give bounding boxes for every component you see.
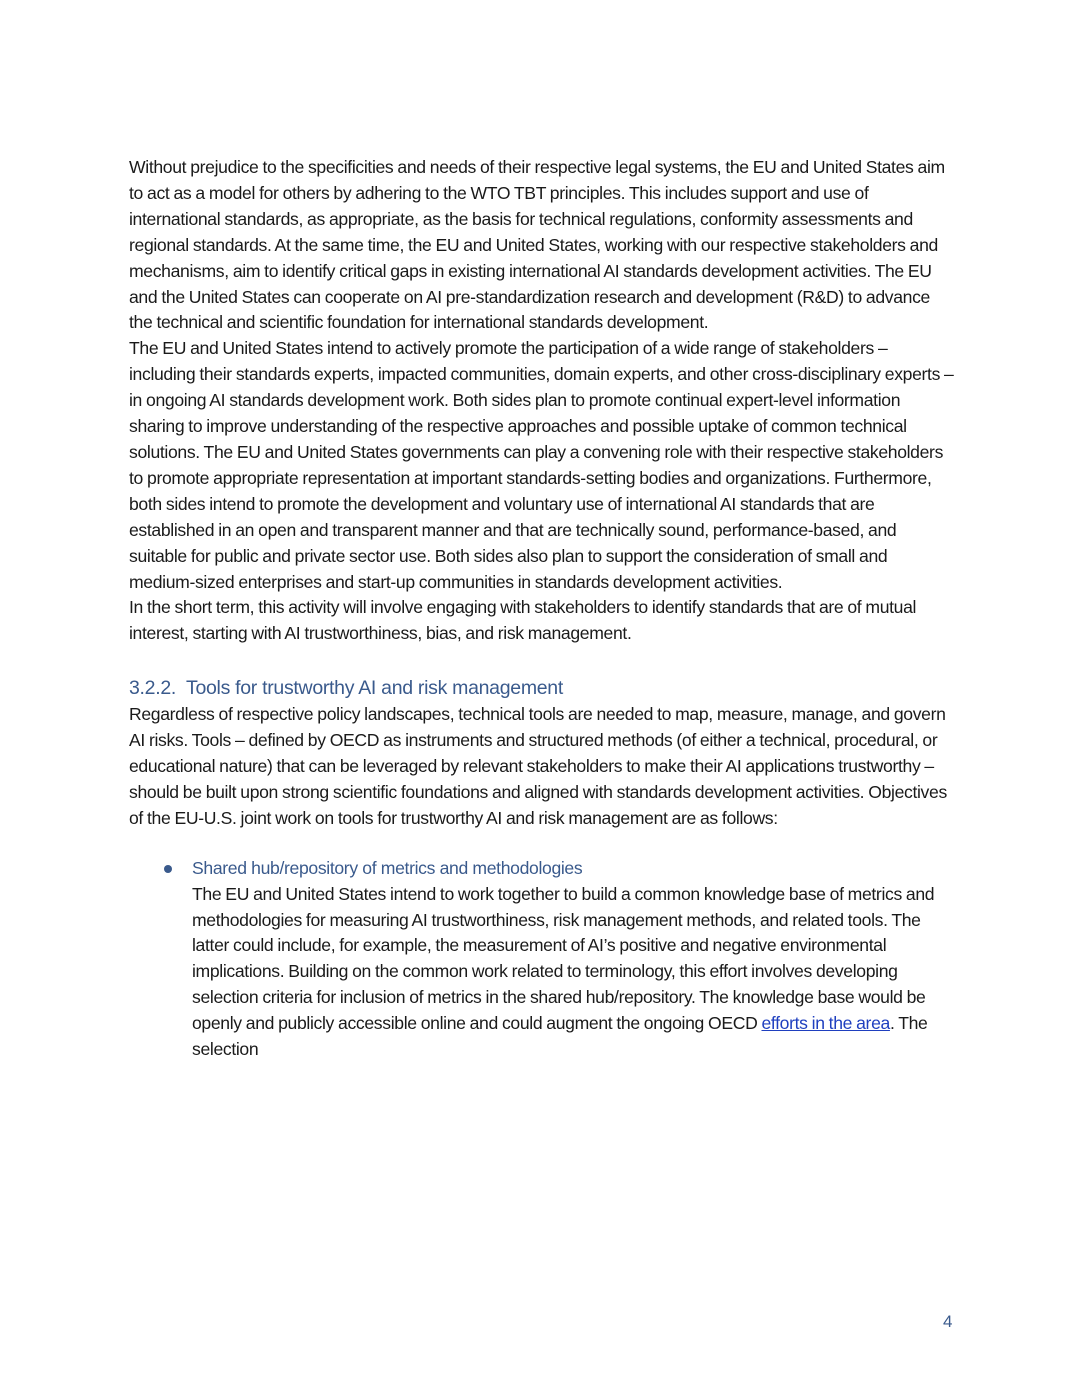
section-heading (129, 674, 955, 702)
bullet-body (192, 882, 955, 1063)
objectives-list (129, 856, 955, 1063)
list-item (192, 856, 955, 1063)
section-intro-paragraph: Regardless of respective policy landscapes, technical tools are needed to map, measure, manage, and govern AI risks. Tools – defined by OECD as instruments and structured methods (of either a technical, procedural, or educational nature) that can be leveraged by relevant stakeholders to make their AI applications trustworthy – should be built upon strong scientific foundations and aligned with standards development activities. Objectives of the EU-U.S. joint work on tools for trustworthy AI and risk management are as follows: (129, 704, 947, 828)
paragraph-short-term-activity: In the short term, this activity will involve engaging with stakeholders to identify standards that are of mutual interest, starting with AI trustworthiness, bias, and risk management. (129, 597, 917, 644)
document-page (129, 155, 955, 1063)
bullet-title: Shared hub/repository of metrics and methodologies (192, 857, 583, 878)
oecd-efforts-link[interactable]: efforts in the area (761, 1013, 890, 1034)
page-number: 4 (943, 1312, 953, 1331)
paragraph-wto-tbt-principles: Without prejudice to the specificities and needs of their respective legal systems, the EU and United States aim to act as a model for others by adhering to the WTO TBT principles. This includes support and use of international standards, as appropriate, as the basis for technical regulations, conformity assessments and regional standards. At the same time, the EU and United States, working with our respective stakeholders and mechanisms, aim to identify critical gaps in existing international AI standards development activities. The EU and the United States can cooperate on AI pre-standardization research and development (R&D) to advance the technical and scientific foundation for international standards development. (129, 157, 945, 333)
section-title: Tools for trustworthy AI and risk management (186, 677, 563, 700)
bullet-body-text-end: . The selection (192, 1013, 928, 1060)
bullet-icon (164, 865, 172, 873)
bullet-body-text: The EU and United States intend to work together to build a common knowledge base of metrics and methodologies for measuring AI trustworthiness, risk management methods, and related tools. The latter could include, for example, the measurement of AI’s positive and negative environmental implications. Building on the common work related to terminology, this effort involves developing selection criteria for inclusion of metrics in the shared hub/repository. The knowledge base would be openly and publicly accessible online and could augment the ongoing OECD (192, 883, 935, 1034)
section-number: 3.2.2. (129, 677, 176, 700)
paragraph-stakeholder-participation: The EU and United States intend to actively promote the participation of a wide range of stakeholders – including their standards experts, impacted communities, domain experts, and other cross-disciplinary experts – in ongoing AI standards development work. Both sides plan to promote continual expert-level information sharing to improve understanding of the respective approaches and possible uptake of common technical solutions. The EU and United States governments can play a convening role with their respective stakeholders to promote appropriate representation at important standards-setting bodies and organizations. Furthermore, both sides intend to promote the development and voluntary use of international AI standards that are established in an open and transparent manner and that are technically sound, performance-based, and suitable for public and private sector use. Both sides also plan to support the consideration of small and medium-sized enterprises and start-up communities in standards development activities. (129, 338, 954, 592)
